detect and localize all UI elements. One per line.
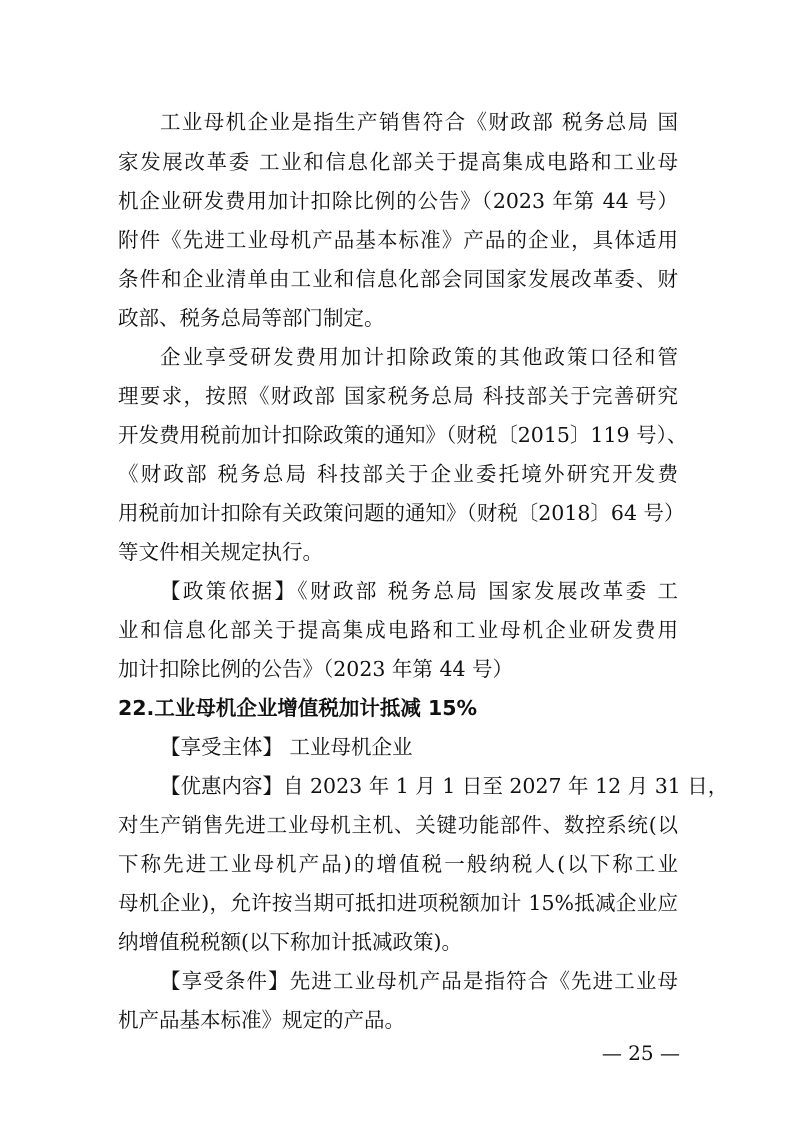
paragraph-line: 开发费用税前加计扣除政策的通知》（财税〔2015〕119 号）、 [118, 423, 688, 447]
paragraph-line: 用税前加计扣除有关政策问题的通知》（财税〔2018〕64 号） [118, 501, 685, 525]
policy-basis-line: 业和信息化部关于提高集成电路和工业母机企业研发费用 [118, 618, 678, 642]
conditions-line: 机产品基本标准》规定的产品。 [118, 1008, 405, 1032]
preference-content-line: 【优惠内容】自 2023 年 1 月 1 日至 2027 年 12 月 31 日， [160, 774, 729, 798]
policy-basis-line: 【政策依据】《财政部 税务总局 国家发展改革委 工 [160, 579, 678, 603]
policy-basis-line: 加计扣除比例的公告》（2023 年第 44 号） [118, 657, 514, 681]
paragraph-line: 附件《先进工业母机产品基本标准》产品的企业，具体适用 [118, 228, 678, 252]
preference-content-line: 纳增值税税额(以下称加计抵减政策)。 [118, 930, 462, 954]
preference-content-line: 对生产销售先进工业母机主机、关键功能部件、数控系统(以 [118, 813, 678, 837]
paragraph-line: 家发展改革委 工业和信息化部关于提高集成电路和工业母 [118, 150, 678, 174]
paragraph-line: 工业母机企业是指生产销售符合《财政部 税务总局 国 [160, 110, 678, 134]
paragraph-line: 等文件相关规定执行。 [118, 540, 323, 564]
paragraph-line: 机企业研发费用加计扣除比例的公告》（2023 年第 44 号） [118, 189, 678, 213]
paragraph-line: 理要求，按照《财政部 国家税务总局 科技部关于完善研究 [118, 384, 678, 408]
section-heading: 22.工业母机企业增值税加计抵减 15% [118, 696, 478, 720]
beneficiary-line: 【享受主体】 工业母机企业 [160, 735, 413, 759]
page-number: — 25 — [601, 1041, 680, 1065]
paragraph-line: 政部、税务总局等部门制定。 [118, 306, 385, 330]
paragraph-line: 企业享受研发费用加计扣除政策的其他政策口径和管 [160, 345, 678, 369]
conditions-line: 【享受条件】先进工业母机产品是指符合《先进工业母 [160, 969, 678, 993]
paragraph-line: 《财政部 税务总局 科技部关于企业委托境外研究开发费 [118, 462, 678, 486]
preference-content-line: 下称先进工业母机产品)的增值税一般纳税人(以下称工业 [118, 852, 678, 876]
preference-content-line: 母机企业)，允许按当期可抵扣进项税额加计 15%抵减企业应 [118, 891, 678, 915]
paragraph-line: 条件和企业清单由工业和信息化部会同国家发展改革委、财 [118, 267, 678, 291]
